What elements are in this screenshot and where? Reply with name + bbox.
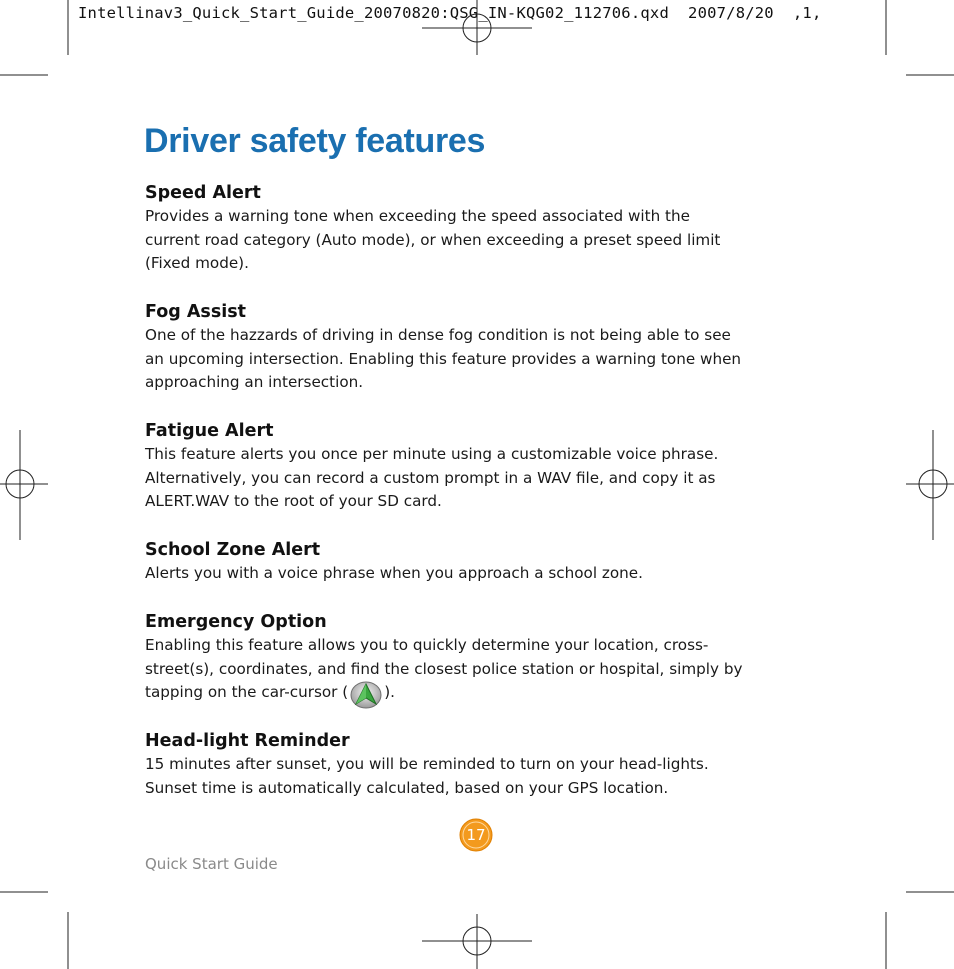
body-line: an upcoming intersection. Enabling this feature provides a warning tone when — [145, 349, 742, 368]
body-line: street(s), coordinates, and find the closest police station or hospital, simply by — [145, 659, 743, 678]
body-line: One of the hazzards of driving in dense fog condition is not being able to see — [145, 326, 731, 344]
body-line: Alerts you with a voice phrase when you approach a school zone. — [145, 564, 643, 582]
section-body — [145, 634, 785, 709]
section-heading: Head-light Reminder — [145, 731, 350, 751]
body-line: Enabling this feature allows you to quickly determine your location, cross- — [145, 636, 709, 654]
section-body — [145, 443, 785, 514]
section-heading: Fog Assist — [145, 302, 247, 322]
body-line: (Fixed mode). — [145, 254, 249, 273]
body-line: approaching an intersection. — [145, 373, 364, 392]
body-line: This feature alerts you once per minute using a customizable voice phrase. — [145, 445, 719, 463]
body-text: ). — [384, 683, 395, 702]
section-fog-assist — [145, 300, 785, 395]
section-heading: Speed Alert — [145, 183, 261, 203]
section-body — [145, 562, 785, 586]
section-body — [145, 753, 785, 800]
body-line: Sunset time is automatically calculated, based on your GPS location. — [145, 778, 669, 797]
section-speed-alert — [145, 181, 785, 276]
section-heading: School Zone Alert — [145, 540, 321, 560]
body-line: Provides a warning tone when exceeding the speed associated with the — [145, 207, 690, 225]
body-line: current road category (Auto mode), or when exceeding a preset speed limit — [145, 230, 721, 249]
section-body — [145, 205, 785, 276]
section-emergency-option — [145, 610, 785, 709]
page-title: Driver safety features — [144, 122, 486, 160]
car-cursor-icon — [349, 681, 383, 709]
section-head-light-reminder — [145, 729, 785, 800]
body-line: 15 minutes after sunset, you will be reminded to turn on your head-lights. — [145, 755, 709, 773]
body-text: tapping on the car-cursor ( — [145, 683, 349, 702]
section-school-zone-alert — [145, 538, 785, 586]
section-heading: Fatigue Alert — [145, 421, 274, 441]
file-slug: Intellinav3_Quick_Start_Guide_20070820:QSG_IN-KQG02_112706.qxd 2007/8/20 ,1, — [78, 4, 822, 22]
page-number: 17 — [466, 826, 486, 844]
section-body — [145, 324, 785, 395]
page-number-badge — [459, 818, 493, 852]
body-line: ALERT.WAV to the root of your SD card. — [145, 492, 442, 511]
body-line: Alternatively, you can record a custom prompt in a WAV file, and copy it as — [145, 468, 716, 487]
section-fatigue-alert — [145, 419, 785, 514]
footer-text: Quick Start Guide — [145, 855, 278, 873]
section-heading: Emergency Option — [145, 612, 327, 632]
body-line-with-icon — [145, 681, 785, 709]
